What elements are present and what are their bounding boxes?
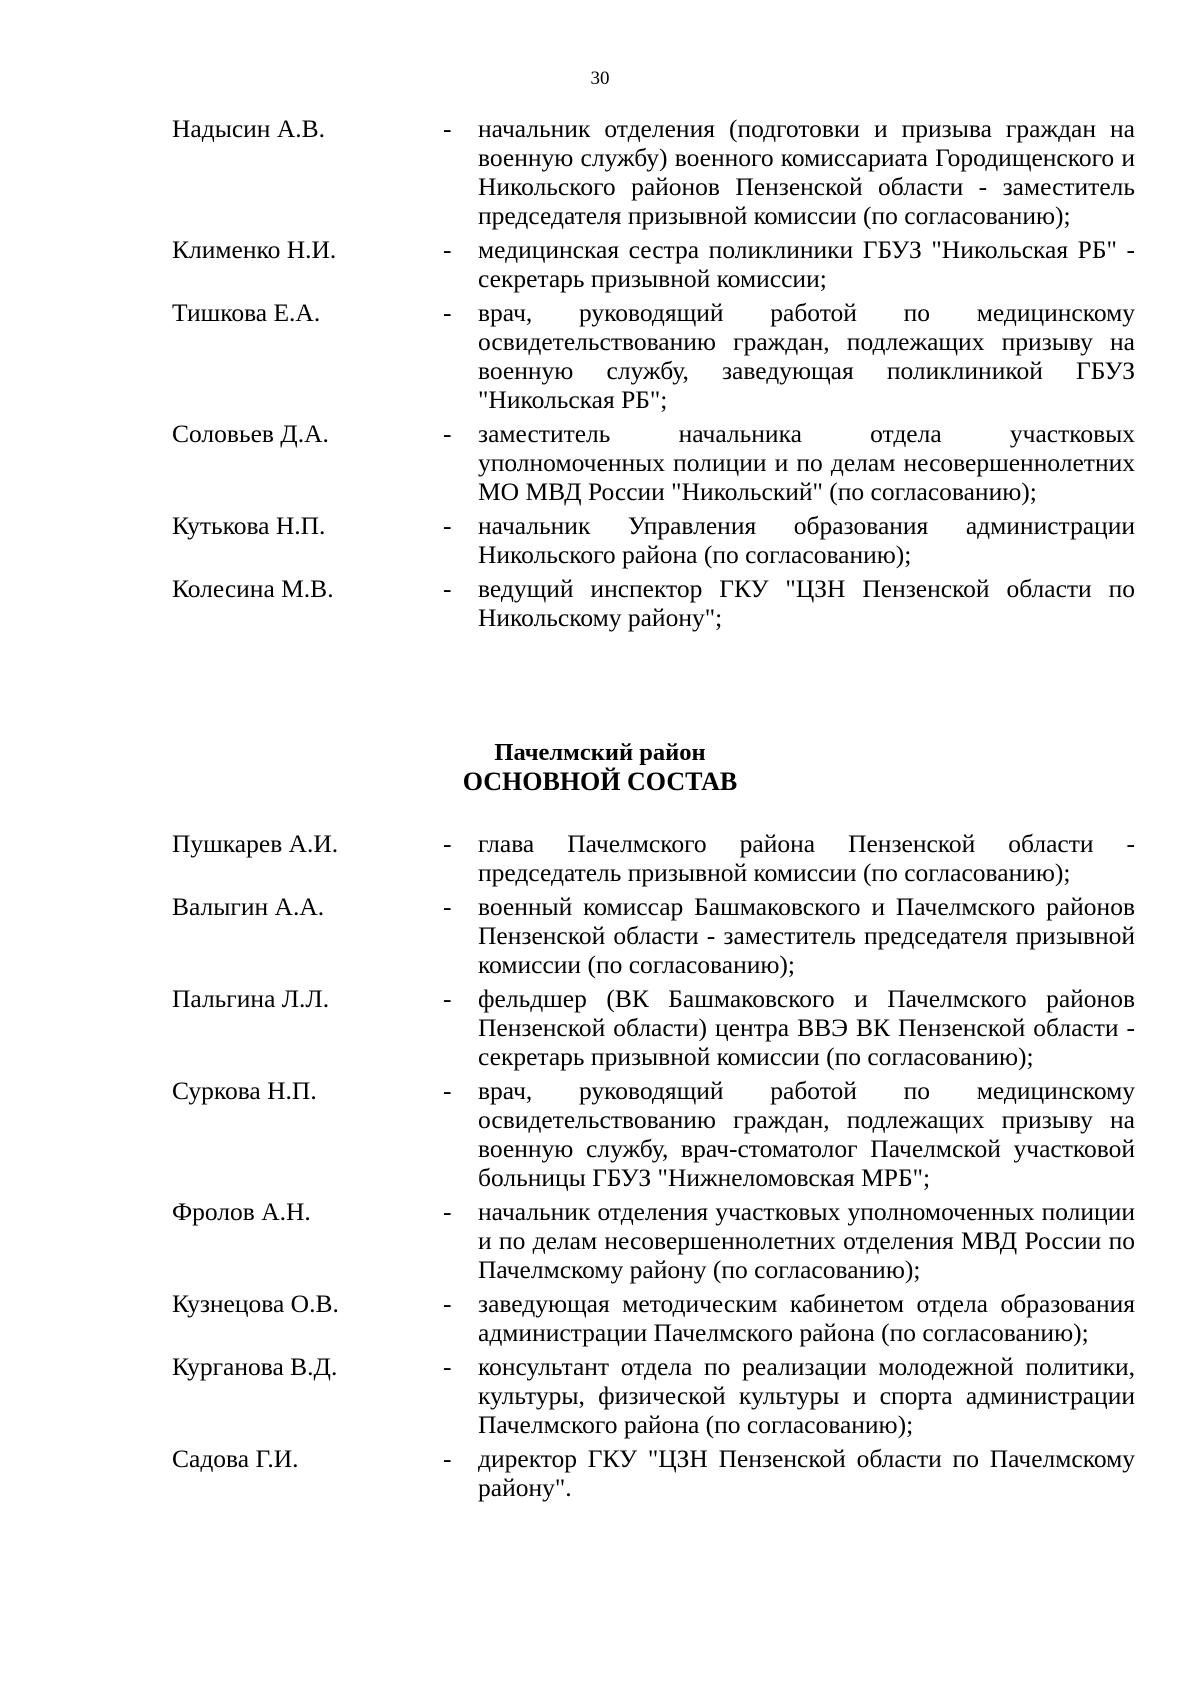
member-dash: - <box>443 1352 452 1381</box>
member-dash: - <box>443 298 452 327</box>
member-entry <box>0 1076 1200 1192</box>
member-entry <box>0 892 1200 979</box>
member-name: Клименко Н.И. <box>172 235 337 264</box>
member-dash: - <box>443 235 452 264</box>
member-description: врач, руководящий работой по медицинскому освидетельствованию граждан, подлежащих призыву на военную службу, врач-стоматолог Пачелмской участковой больницы ГБУЗ "Нижнеломовская МРБ"; <box>478 1076 1135 1192</box>
member-entry <box>0 114 1200 230</box>
member-entry <box>0 419 1200 506</box>
member-entry <box>0 984 1200 1071</box>
member-name: Надысин А.В. <box>172 114 325 143</box>
member-entry <box>0 574 1200 632</box>
member-name: Пушкарев А.И. <box>172 829 339 858</box>
member-description: глава Пачелмского района Пензенской области - председатель призывной комиссии (по согласованию); <box>478 829 1135 887</box>
member-name: Пальгина Л.Л. <box>172 984 330 1013</box>
member-entry <box>0 1289 1200 1347</box>
member-entry <box>0 1444 1200 1502</box>
member-entry <box>0 829 1200 887</box>
member-description: заместитель начальника отдела участковых уполномоченных полиции и по делам несовершеннолетних МО МВД России "Никольский" (по согласованию); <box>478 419 1135 506</box>
member-name: Соловьев Д.А. <box>172 419 329 448</box>
member-entry <box>0 235 1200 293</box>
member-dash: - <box>443 984 452 1013</box>
member-description: ведущий инспектор ГКУ "ЦЗН Пензенской области по Никольскому району"; <box>478 574 1135 632</box>
member-description: военный комиссар Башмаковского и Пачелмского районов Пензенской области - заместитель председателя призывной комиссии (по согласованию); <box>478 892 1135 979</box>
member-description: директор ГКУ "ЦЗН Пензенской области по Пачелмскому району". <box>478 1444 1135 1502</box>
member-dash: - <box>443 511 452 540</box>
member-description: начальник Управления образования администрации Никольского района (по согласованию); <box>478 511 1135 569</box>
member-dash: - <box>443 419 452 448</box>
member-description: заведующая методическим кабинетом отдела образования администрации Пачелмского района (по согласованию); <box>478 1289 1135 1347</box>
member-entry <box>0 1197 1200 1284</box>
member-dash: - <box>443 1289 452 1318</box>
member-name: Валыгин А.А. <box>172 892 325 921</box>
member-dash: - <box>443 114 452 143</box>
member-entry <box>0 1352 1200 1439</box>
member-name: Кузнецова О.В. <box>172 1289 339 1318</box>
member-entry <box>0 511 1200 569</box>
member-list-nikolsky <box>0 114 1200 637</box>
member-dash: - <box>443 829 452 858</box>
member-name: Колесина М.В. <box>172 574 334 603</box>
member-dash: - <box>443 1444 452 1473</box>
member-entry <box>0 298 1200 414</box>
member-description: медицинская сестра поликлиники ГБУЗ "Никольская РБ" - секретарь призывной комиссии; <box>478 235 1135 293</box>
member-name: Садова Г.И. <box>172 1444 299 1473</box>
member-description: начальник отделения участковых уполномоченных полиции и по делам несовершеннолетних отделения МВД России по Пачелмскому району (по согласованию); <box>478 1197 1135 1284</box>
member-name: Фролов А.Н. <box>172 1197 311 1226</box>
member-name: Суркова Н.П. <box>172 1076 317 1105</box>
page-number: 30 <box>590 68 610 89</box>
member-dash: - <box>443 1197 452 1226</box>
member-name: Тишкова Е.А. <box>172 298 321 327</box>
member-description: консультант отдела по реализации молодежной политики, культуры, физической культуры и спорта администрации Пачелмского района (по согласованию); <box>478 1352 1135 1439</box>
member-name: Курганова В.Д. <box>172 1352 338 1381</box>
member-dash: - <box>443 1076 452 1105</box>
member-description: врач, руководящий работой по медицинскому освидетельствованию граждан, подлежащих призыву на военную службу, заведующая поликлиникой ГБУЗ "Никольская РБ"; <box>478 298 1135 414</box>
member-name: Кутькова Н.П. <box>172 511 326 540</box>
member-dash: - <box>443 574 452 603</box>
member-description: фельдшер (ВК Башмаковского и Пачелмского районов Пензенской области) центра ВВЭ ВК Пензенской области - секретарь призывной комиссии (по согласованию); <box>478 984 1135 1071</box>
member-dash: - <box>443 892 452 921</box>
section-heading <box>0 738 1200 797</box>
composition-title: ОСНОВНОЙ СОСТАВ <box>462 767 738 796</box>
member-description: начальник отделения (подготовки и призыва граждан на военную службу) военного комиссариата Городищенского и Никольского районов Пензенской области - заместитель председателя призывной комиссии (по согласованию); <box>478 114 1135 230</box>
member-list-pachelma <box>0 829 1200 1507</box>
district-title: Пачелмский район <box>494 739 706 766</box>
